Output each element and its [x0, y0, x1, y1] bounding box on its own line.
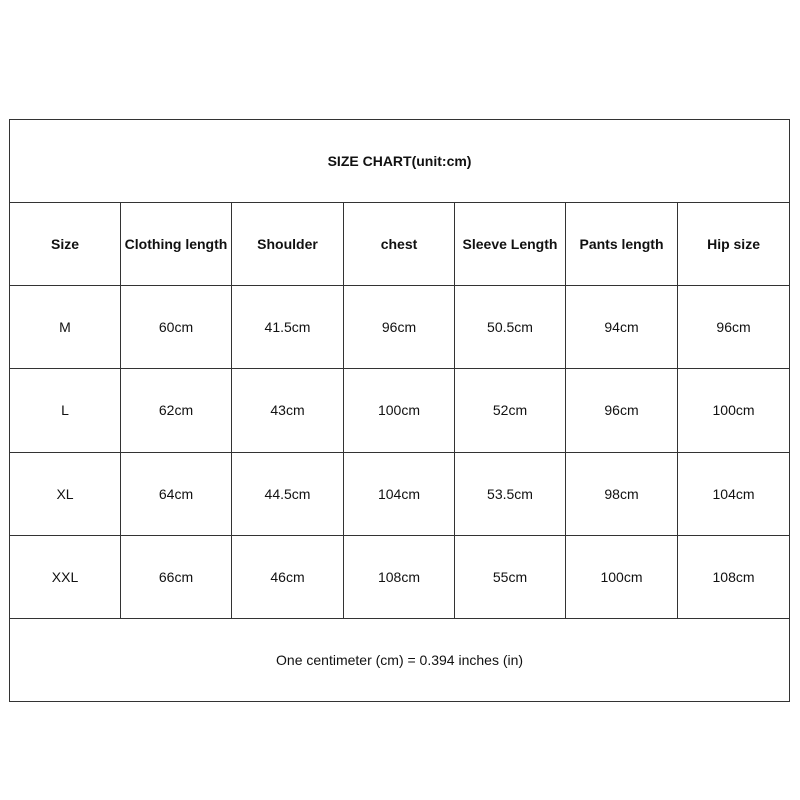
value-cell: 52cm [455, 369, 566, 452]
table-row [10, 452, 790, 535]
value-cell: 98cm [566, 452, 678, 535]
conversion-note: One centimeter (cm) = 0.394 inches (in) [10, 618, 790, 701]
header-cell: Clothing length [121, 203, 232, 286]
header-cell: Shoulder [232, 203, 344, 286]
footnote-row [10, 618, 790, 701]
value-cell: 108cm [678, 535, 790, 618]
header-cell: Hip size [678, 203, 790, 286]
value-cell: 100cm [678, 369, 790, 452]
size-cell: XL [10, 452, 121, 535]
chart-title: SIZE CHART(unit:cm) [10, 120, 790, 203]
table-row [10, 535, 790, 618]
table-row [10, 286, 790, 369]
value-cell: 55cm [455, 535, 566, 618]
value-cell: 46cm [232, 535, 344, 618]
value-cell: 43cm [232, 369, 344, 452]
value-cell: 108cm [344, 535, 455, 618]
header-cell: chest [344, 203, 455, 286]
value-cell: 41.5cm [232, 286, 344, 369]
title-row [10, 120, 790, 203]
value-cell: 53.5cm [455, 452, 566, 535]
value-cell: 96cm [344, 286, 455, 369]
value-cell: 94cm [566, 286, 678, 369]
value-cell: 64cm [121, 452, 232, 535]
value-cell: 44.5cm [232, 452, 344, 535]
header-cell: Sleeve Length [455, 203, 566, 286]
value-cell: 96cm [566, 369, 678, 452]
size-cell: XXL [10, 535, 121, 618]
header-cell: Size [10, 203, 121, 286]
value-cell: 60cm [121, 286, 232, 369]
value-cell: 104cm [344, 452, 455, 535]
value-cell: 62cm [121, 369, 232, 452]
size-cell: L [10, 369, 121, 452]
value-cell: 100cm [344, 369, 455, 452]
table-row [10, 369, 790, 452]
value-cell: 66cm [121, 535, 232, 618]
value-cell: 96cm [678, 286, 790, 369]
header-cell: Pants length [566, 203, 678, 286]
header-row [10, 203, 790, 286]
size-cell: M [10, 286, 121, 369]
value-cell: 50.5cm [455, 286, 566, 369]
size-chart-table [9, 119, 790, 702]
value-cell: 104cm [678, 452, 790, 535]
value-cell: 100cm [566, 535, 678, 618]
